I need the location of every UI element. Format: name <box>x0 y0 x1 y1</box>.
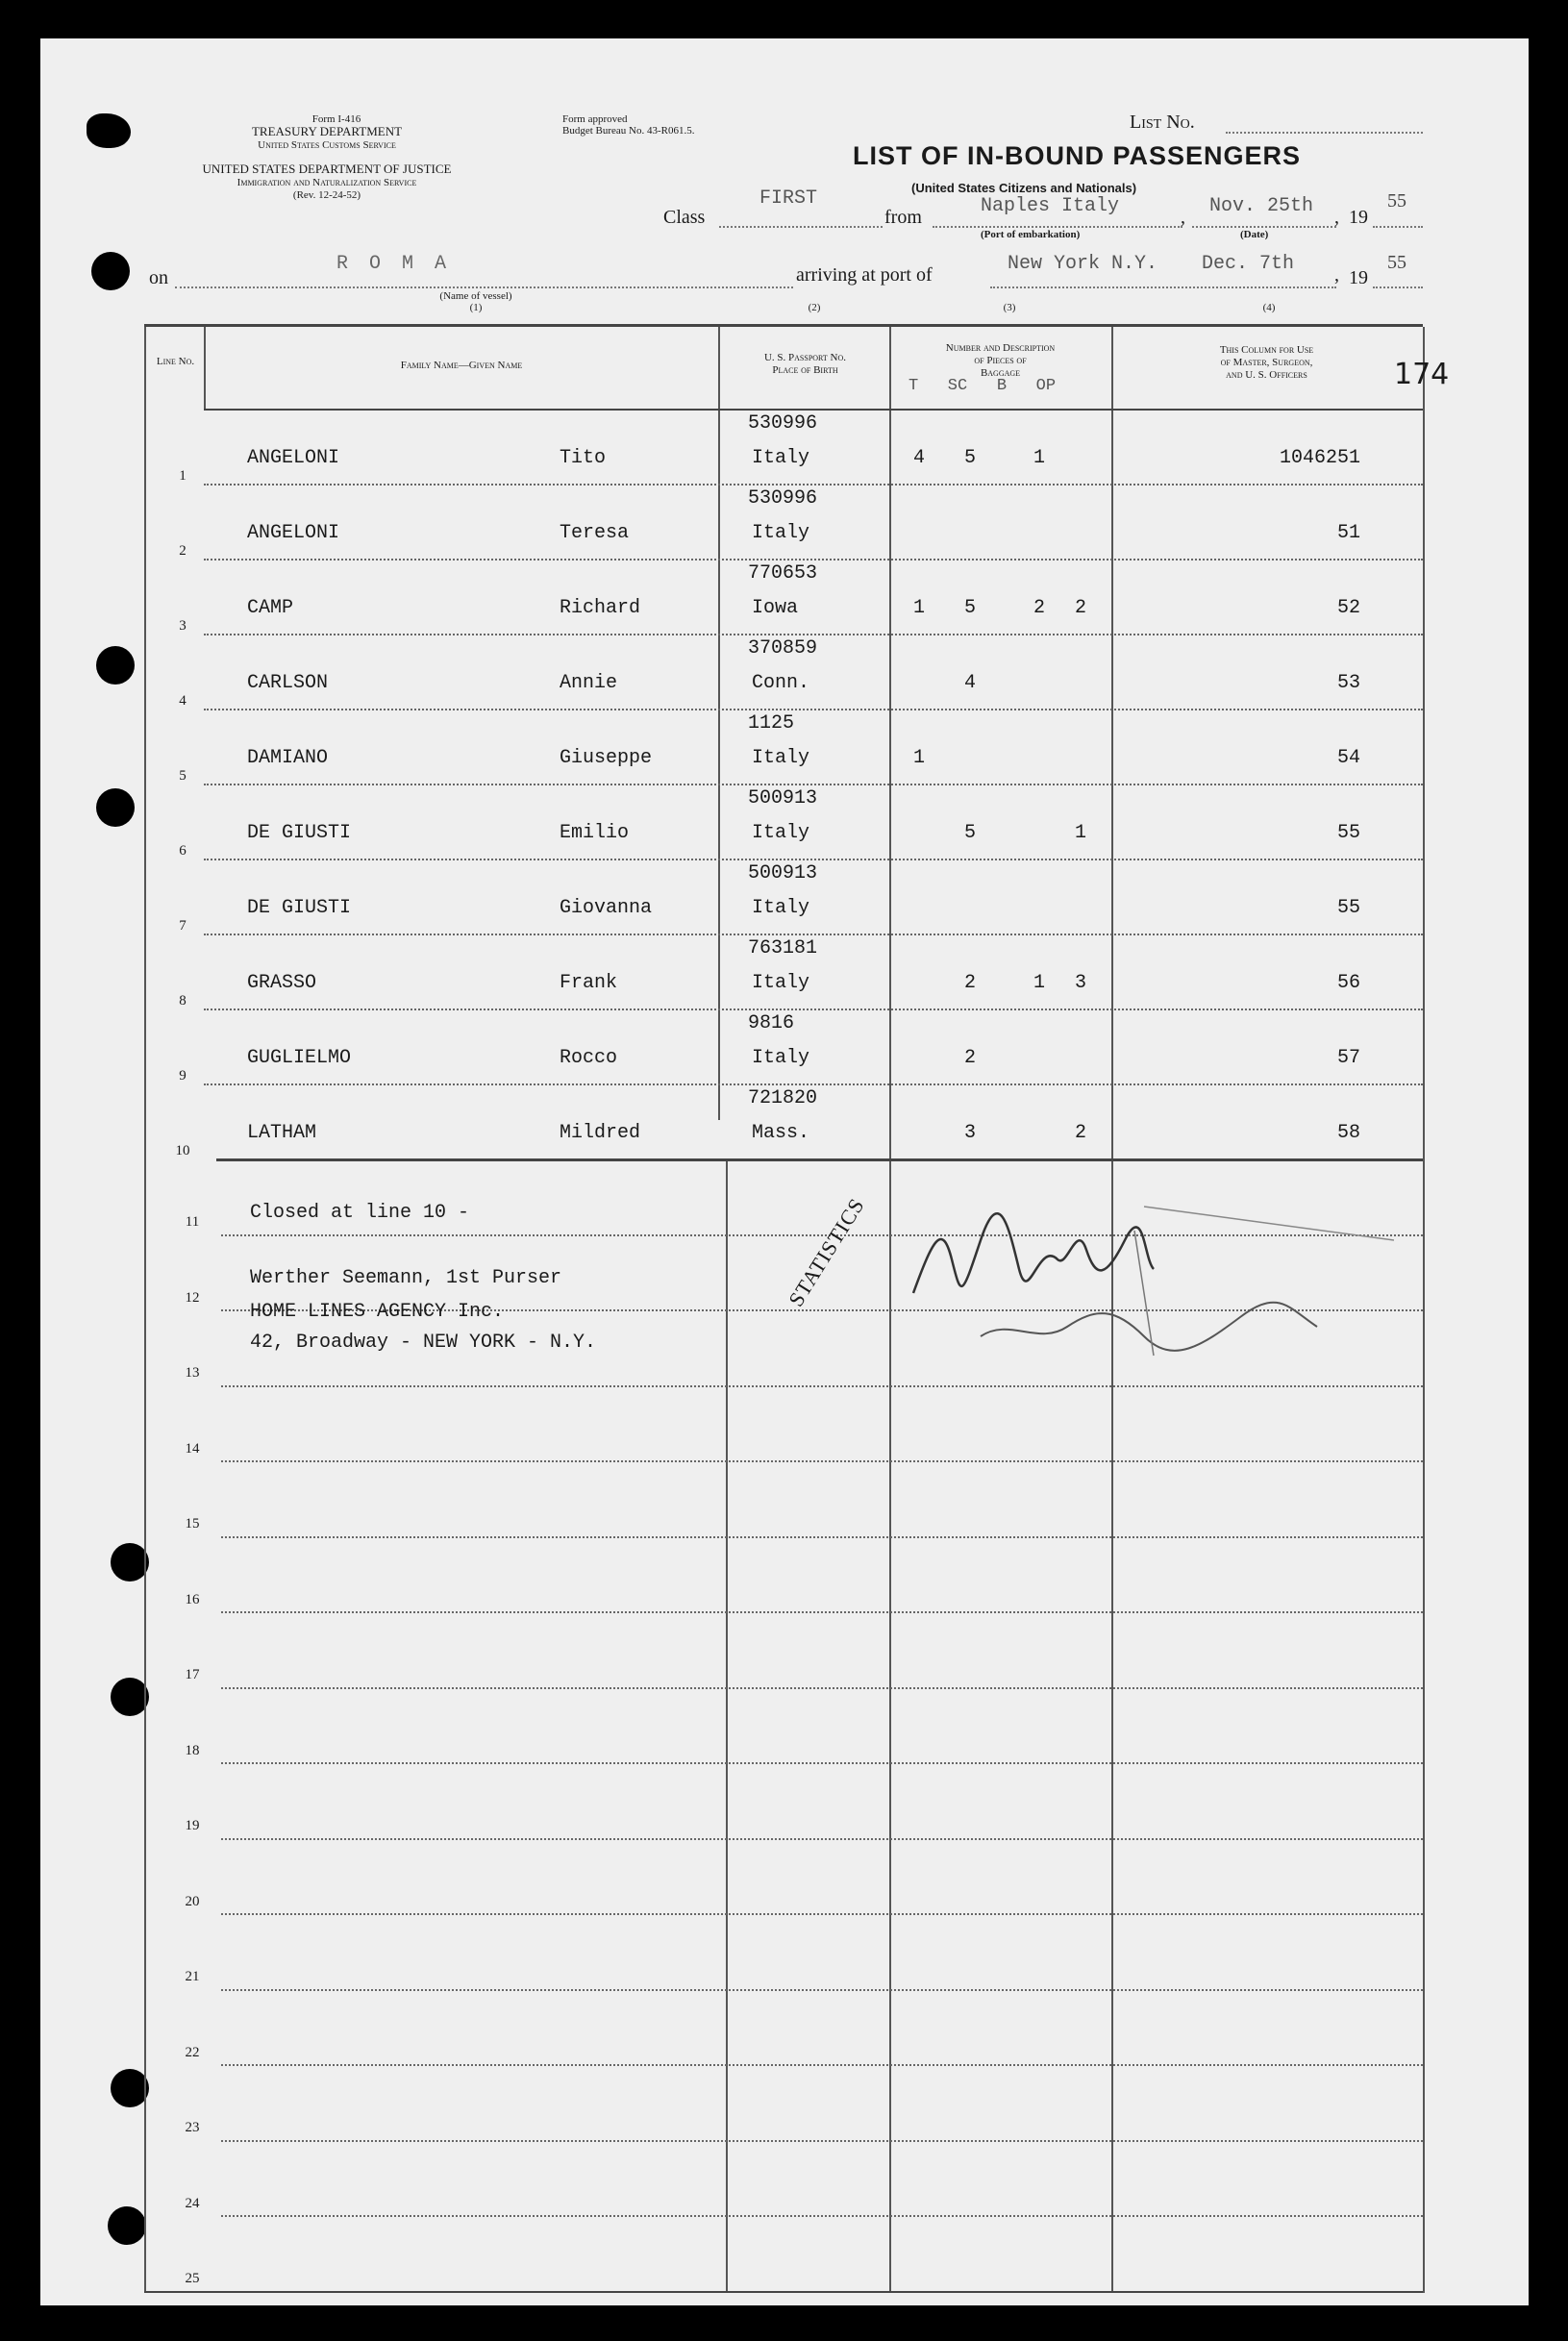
punch-hole <box>111 2069 149 2107</box>
officer-number: 1046251 <box>1279 447 1360 469</box>
place-of-birth: Italy <box>752 1047 810 1069</box>
column-rule <box>726 1158 728 2293</box>
line-number: 24 <box>185 2195 200 2211</box>
purser-name: Werther Seemann, 1st Purser <box>250 1267 562 1289</box>
punch-hole <box>96 646 135 685</box>
form-number: Form I-416 <box>311 113 361 125</box>
family-name: ANGELONI <box>247 447 340 469</box>
line-number: 2 <box>179 543 187 559</box>
arrival-line <box>990 286 1336 288</box>
line-number: 14 <box>185 1440 200 1457</box>
statistics-stamp: STATISTICS <box>784 1193 870 1311</box>
closed-at-line: Closed at line 10 - <box>250 1202 470 1224</box>
page-number: 174 <box>1394 358 1450 391</box>
given-name: Emilio <box>560 822 630 844</box>
vessel-caption: (Name of vessel) <box>439 290 512 302</box>
budget-bureau: Budget Bureau No. 43-R061.5. <box>562 125 695 137</box>
row-rule <box>204 934 1423 935</box>
line-number: 3 <box>179 618 187 634</box>
punch-hole <box>111 1543 149 1581</box>
col-header-passport <box>726 352 884 377</box>
officer-number: 58 <box>1336 1122 1360 1144</box>
port-embarkation: Naples Italy <box>981 195 1120 217</box>
sail-year-line <box>1373 226 1423 228</box>
row-rule <box>204 1083 1423 1085</box>
place-of-birth: Mass. <box>752 1122 810 1144</box>
baggage-other: 1 <box>1075 822 1087 844</box>
punch-hole <box>96 788 135 827</box>
given-name: Rocco <box>560 1047 618 1069</box>
family-name: LATHAM <box>247 1122 317 1144</box>
given-name: Giuseppe <box>560 747 653 769</box>
punch-hole <box>108 2206 146 2245</box>
family-name: DE GIUSTI <box>247 822 352 844</box>
officer-number: 55 <box>1336 897 1360 919</box>
passport-number: 370859 <box>748 637 818 660</box>
line-number: 22 <box>185 2044 200 2060</box>
passport-number: 530996 <box>748 487 818 510</box>
birth-header: Place of Birth <box>772 364 838 376</box>
year-prefix: 19 <box>1349 267 1368 288</box>
class-value: FIRST <box>759 187 818 210</box>
line-number: 18 <box>185 1742 200 1758</box>
column-number-3: (3) <box>1003 302 1016 313</box>
baggage-other: 2 <box>1075 1122 1087 1144</box>
line-number: 20 <box>185 1893 200 1909</box>
col-header-line-no <box>149 356 202 368</box>
sail-date: Nov. 25th <box>1209 195 1314 217</box>
given-name: Tito <box>560 447 607 469</box>
form-approved: Form approved <box>562 113 628 125</box>
passport-number: 530996 <box>748 412 818 435</box>
passport-number: 1125 <box>748 712 795 735</box>
baggage-other: 2 <box>1075 597 1087 619</box>
baggage-bags: 1 <box>1033 972 1046 994</box>
row-rule <box>221 1687 1423 1689</box>
col-header-name: Family Name—Given Name <box>400 360 523 371</box>
baggage-suitcases: 3 <box>964 1122 977 1144</box>
officer-signature <box>894 1202 1394 1365</box>
line-number: 12 <box>185 1289 200 1306</box>
baggage-suitcases: 5 <box>964 822 977 844</box>
comma: , <box>1334 207 1339 228</box>
line-number: 15 <box>185 1516 200 1532</box>
on-label: on <box>149 267 168 288</box>
family-name: CARLSON <box>247 672 329 694</box>
officer-number: 52 <box>1336 597 1360 619</box>
passport-number: 500913 <box>748 787 818 809</box>
agency-address: 42, Broadway - NEW YORK - N.Y. <box>250 1332 597 1354</box>
column-rule <box>204 327 206 409</box>
line-number: 13 <box>185 1365 200 1381</box>
date-caption: (Date) <box>1240 229 1269 240</box>
treasury-dept: TREASURY DEPARTMENT <box>251 124 403 138</box>
given-name: Mildred <box>560 1122 641 1144</box>
baggage-trunks: 1 <box>913 597 926 619</box>
row-rule <box>204 709 1423 710</box>
row-rule <box>221 2064 1423 2066</box>
row-rule <box>221 1989 1423 1991</box>
comma: , <box>1181 207 1185 228</box>
table-top-rule <box>144 324 1423 327</box>
column-rule <box>1423 327 1425 2293</box>
baggage-suitcases: 2 <box>964 972 977 994</box>
baggage-suitcases: 5 <box>964 447 977 469</box>
vessel-line <box>175 286 793 288</box>
line-number: 4 <box>179 693 187 709</box>
place-of-birth: Italy <box>752 822 810 844</box>
column-number-2: (2) <box>808 302 821 313</box>
place-of-birth: Iowa <box>752 597 799 619</box>
place-of-birth: Italy <box>752 522 810 544</box>
officer-number: 55 <box>1336 822 1360 844</box>
officer-number: 54 <box>1336 747 1360 769</box>
given-name: Giovanna <box>560 897 653 919</box>
officer-number: 51 <box>1336 522 1360 544</box>
line-number: 11 <box>185 1214 200 1230</box>
baggage-suitcases: 5 <box>964 597 977 619</box>
row-rule <box>204 634 1423 635</box>
arrival-date: Dec. 7th <box>1202 253 1295 275</box>
sail-year: 55 <box>1387 190 1406 212</box>
comma: , <box>1334 264 1339 286</box>
officer-number: 56 <box>1336 972 1360 994</box>
vessel-column-number: (1) <box>469 302 483 313</box>
baggage-header-3: Baggage <box>980 367 1021 379</box>
line-number: 25 <box>185 2271 200 2286</box>
line-number: 1 <box>179 468 187 484</box>
place-of-birth: Italy <box>752 897 810 919</box>
family-name: ANGELONI <box>247 522 340 544</box>
col-header-baggage <box>892 342 1108 380</box>
baggage-trunks: 4 <box>913 447 926 469</box>
row-rule <box>221 1913 1423 1915</box>
place-of-birth: Italy <box>752 972 810 994</box>
line-number: 6 <box>179 843 187 859</box>
baggage-trunks: 1 <box>913 747 926 769</box>
page-subtitle: (United States Citizens and Nationals) <box>911 181 1137 195</box>
line-no-header: Line No. <box>156 356 195 367</box>
place-of-birth: Italy <box>752 747 810 769</box>
baggage-other: 3 <box>1075 972 1087 994</box>
passport-header: U. S. Passport No. <box>763 352 847 363</box>
baggage-suitcases: 2 <box>964 1047 977 1069</box>
place-of-birth: Italy <box>752 447 810 469</box>
row-rule <box>221 1762 1423 1764</box>
sail-date-line <box>1192 226 1336 228</box>
family-name: GUGLIELMO <box>247 1047 352 1069</box>
punch-hole <box>111 1678 149 1716</box>
passport-number: 9816 <box>748 1012 795 1034</box>
row-rule <box>221 1536 1423 1538</box>
arrival-port: New York N.Y. <box>1008 253 1158 275</box>
baggage-header-1: Number and Description <box>945 342 1056 354</box>
row-rule <box>204 784 1423 785</box>
family-name: DE GIUSTI <box>247 897 352 919</box>
arrival-year: 55 <box>1387 252 1406 273</box>
arrival-year-line <box>1373 286 1423 288</box>
line-number: 8 <box>179 993 187 1009</box>
table-bottom-rule <box>144 2291 1423 2293</box>
line-number: 16 <box>185 1591 200 1607</box>
passport-number: 770653 <box>748 562 818 585</box>
given-name: Frank <box>560 972 618 994</box>
given-name: Annie <box>560 672 618 694</box>
row-rule <box>221 2215 1423 2217</box>
row-rule <box>204 484 1423 486</box>
ink-blot <box>87 113 131 148</box>
list-no-label: List No. <box>1130 112 1195 133</box>
class-label: Class <box>663 207 706 228</box>
port-embarkation-caption: (Port of embarkation) <box>981 229 1081 240</box>
from-label: from <box>884 207 922 228</box>
baggage-subheader: T SC B OP <box>908 377 1057 395</box>
officers-header-1: This Column for Use <box>1219 344 1314 356</box>
family-name: GRASSO <box>247 972 317 994</box>
row-rule <box>204 559 1423 560</box>
baggage-bags: 1 <box>1033 447 1046 469</box>
justice-dept: UNITED STATES DEPARTMENT OF JUSTICE <box>202 162 452 176</box>
row-rule <box>221 1838 1423 1840</box>
header-rule <box>204 409 1423 411</box>
officer-number: 53 <box>1336 672 1360 694</box>
line-number: 7 <box>179 918 187 934</box>
row-rule <box>221 2140 1423 2142</box>
family-name: CAMP <box>247 597 294 619</box>
given-name: Teresa <box>560 522 630 544</box>
line-number: 21 <box>185 1969 200 1984</box>
row-rule <box>221 1611 1423 1613</box>
passport-number: 763181 <box>748 937 818 959</box>
list-no-line <box>1226 132 1423 134</box>
passport-number: 500913 <box>748 862 818 884</box>
given-name: Richard <box>560 597 641 619</box>
page-title: LIST OF IN-BOUND PASSENGERS <box>853 141 1302 170</box>
baggage-suitcases: 4 <box>964 672 977 694</box>
revision: (Rev. 12-24-52) <box>292 189 361 201</box>
agency-name: HOME LINES AGENCY Inc. <box>250 1301 505 1323</box>
row-rule <box>221 1460 1423 1462</box>
baggage-header-2: of Pieces of <box>974 355 1027 366</box>
family-name: DAMIANO <box>247 747 329 769</box>
column-rule <box>144 327 146 2293</box>
passport-number: 721820 <box>748 1087 818 1109</box>
line-number: 5 <box>179 768 187 784</box>
place-of-birth: Conn. <box>752 672 810 694</box>
column-rule <box>718 327 720 1120</box>
line-number: 17 <box>185 1667 200 1682</box>
line-number: 9 <box>179 1068 187 1083</box>
customs-service: United States Customs Service <box>258 139 396 151</box>
row-rule <box>204 859 1423 860</box>
year-prefix: 19 <box>1349 207 1368 228</box>
row-rule <box>221 1385 1423 1387</box>
officers-header-3: and U. S. Officers <box>1226 369 1307 381</box>
class-line <box>719 226 883 228</box>
row-rule <box>204 1009 1423 1010</box>
ins-service: Immigration and Naturalization Service <box>236 177 417 188</box>
baggage-bags: 2 <box>1033 597 1046 619</box>
arriving-label: arriving at port of <box>796 264 933 286</box>
line-number: 23 <box>185 2120 200 2135</box>
close-rule <box>216 1158 1423 1161</box>
column-number-4: (4) <box>1262 302 1276 313</box>
from-line <box>933 226 1182 228</box>
col-header-officers <box>1115 344 1418 382</box>
line-number: 19 <box>185 1818 200 1833</box>
officer-number: 57 <box>1336 1047 1360 1069</box>
line-number: 10 <box>175 1143 190 1158</box>
officers-header-2: of Master, Surgeon, <box>1220 357 1313 368</box>
punch-hole <box>91 252 130 290</box>
vessel-name: ROMA <box>336 253 468 275</box>
